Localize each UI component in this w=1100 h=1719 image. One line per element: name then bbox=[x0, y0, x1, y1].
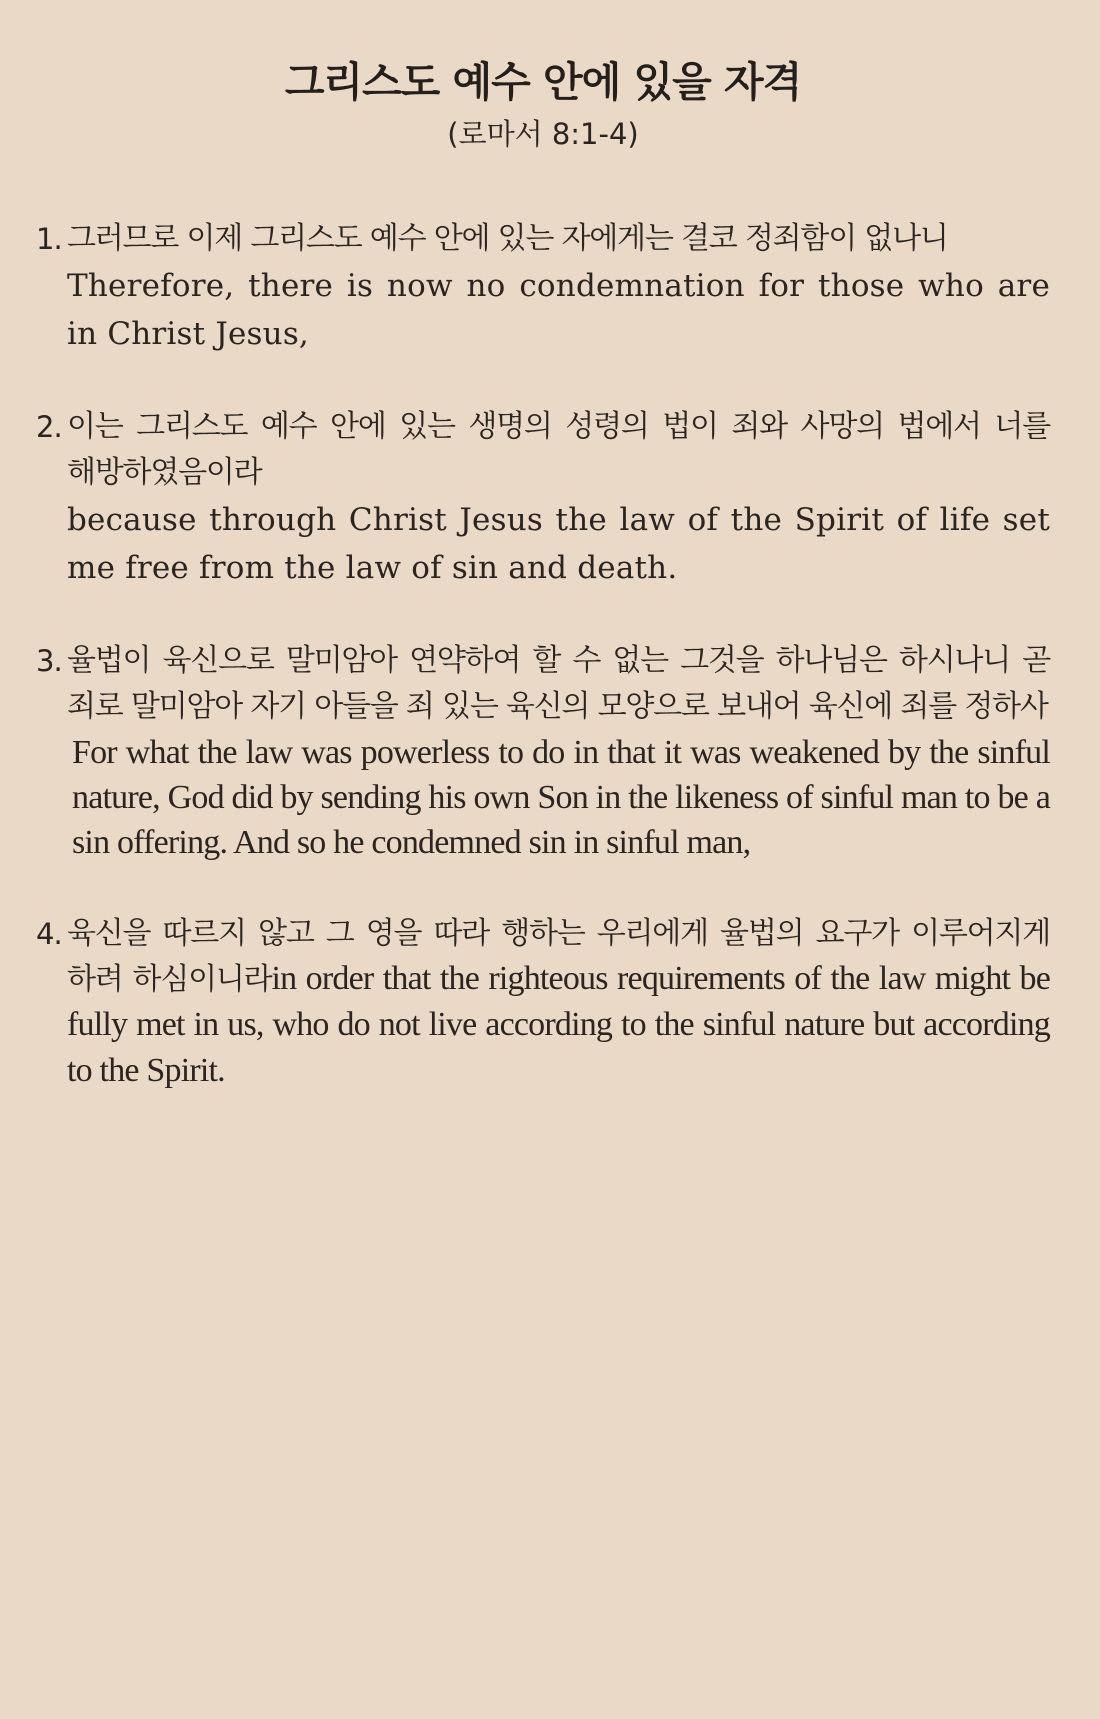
verse-4 bbox=[36, 911, 1050, 1094]
verse-3 bbox=[36, 638, 1050, 865]
verse-english-text: Therefore, there is now no condemnation for those who are in Christ Jesus, bbox=[67, 268, 1050, 352]
page-title: 그리스도 예수 안에 있을 자격 bbox=[284, 58, 802, 106]
verse-english-text: For what the law was powerless to do in that it was weakened by the sinful nature, God did by sending his own Son in the likeness of sinful man to be a sin offering. And so he condemned sin in sinful man, bbox=[72, 734, 1050, 861]
verse-number: 2. bbox=[36, 410, 62, 444]
verse-number: 1. bbox=[36, 222, 62, 256]
verse-english-text: because through Christ Jesus the law of the Spirit of life set me free from the law of sin and death. bbox=[67, 502, 1050, 586]
verse-number: 4. bbox=[36, 917, 62, 951]
verse-english-text: in order that the righteous requirements of the law might be fully met in us, who do not live according to the sinful nature but according to the Spirit. bbox=[67, 960, 1051, 1089]
verse-number: 3. bbox=[36, 644, 62, 678]
verse-korean-text: 그러므로 이제 그리스도 예수 안에 있는 자에게는 결코 정죄함이 없나니 bbox=[67, 221, 948, 256]
verse-list bbox=[36, 216, 1050, 1094]
verse-korean-text: 이는 그리스도 예수 안에 있는 생명의 성령의 법이 죄와 사망의 법에서 너를 해방하였음이라 bbox=[67, 409, 1050, 490]
verse-combined-text bbox=[67, 911, 1050, 1094]
verse-1 bbox=[36, 216, 1050, 358]
verse-korean-text: 육신을 따르지 않고 그 영을 따라 행하는 우리에게 율법의 요구가 이루어지게 하려 하심이니라 bbox=[67, 916, 1050, 997]
verse-2 bbox=[36, 404, 1050, 592]
page-subtitle: (로마서 8:1-4) bbox=[447, 117, 639, 151]
verse-korean-text: 율법이 육신으로 말미암아 연약하여 할 수 없는 그것을 하나님은 하시나니 곧 죄로 말미암아 자기 아들을 죄 있는 육신의 모양으로 보내어 육신에 죄를 정하사 bbox=[67, 643, 1050, 724]
